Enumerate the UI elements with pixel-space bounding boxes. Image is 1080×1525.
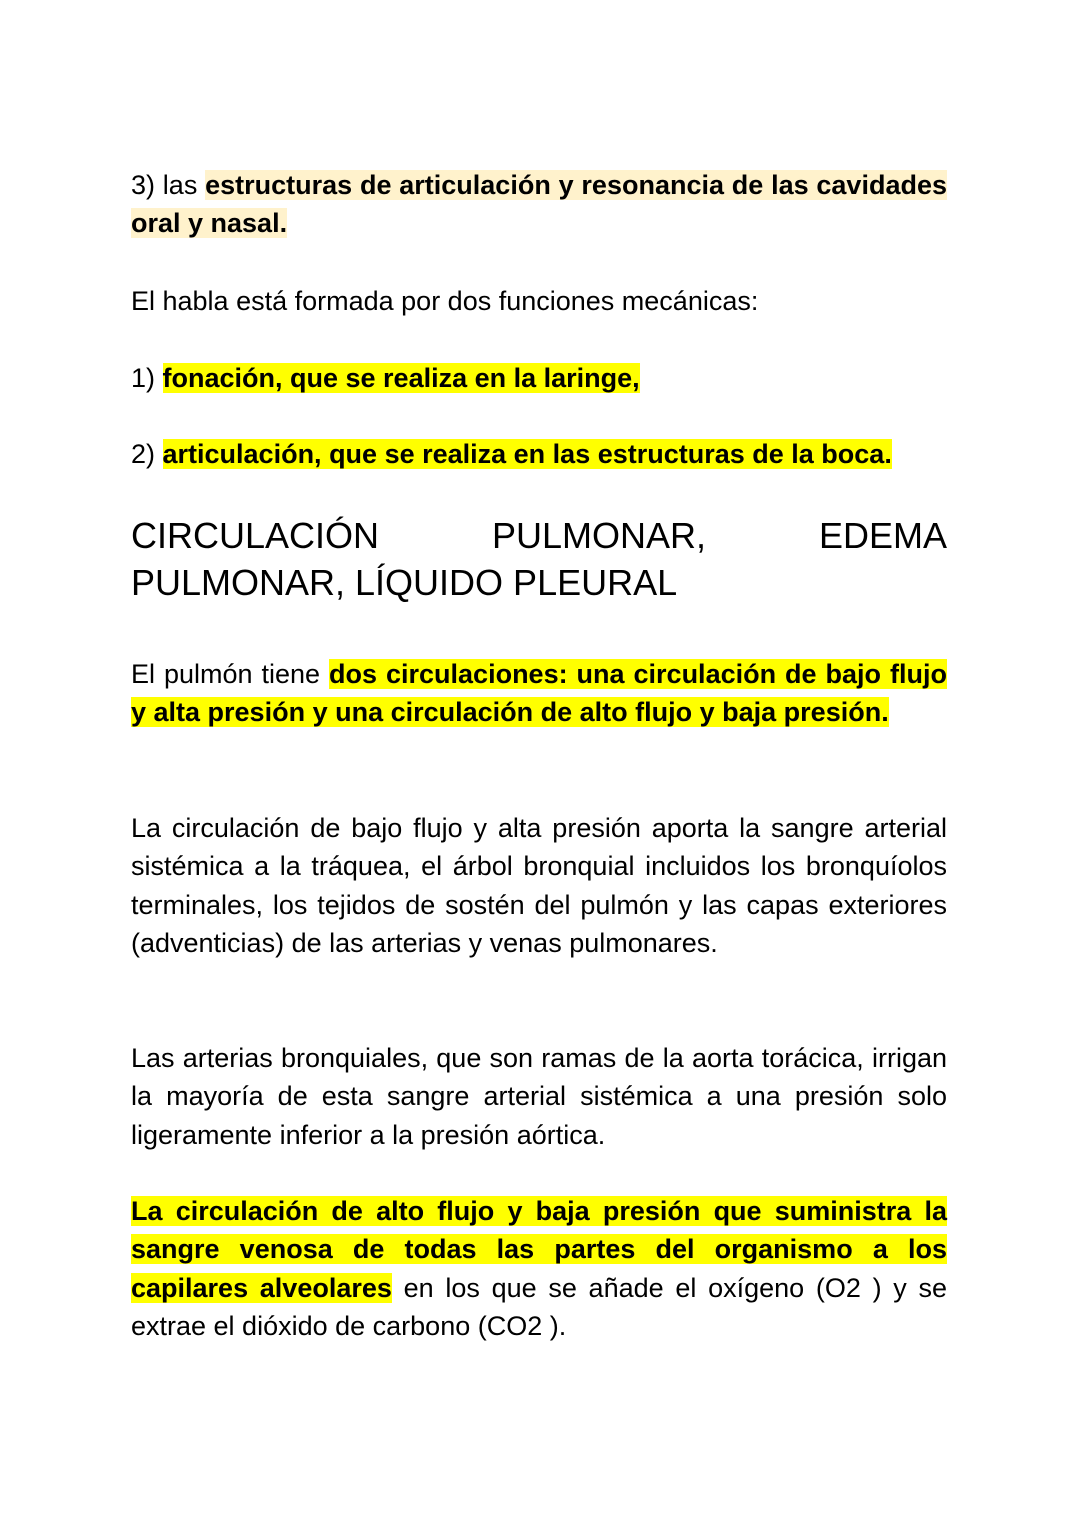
highlighted-text: dos circulaciones: una circulación de bajo flujo y alta presión y una circulación de alto flujo y baja presión. (131, 659, 947, 728)
paragraph-bronchial-arteries: Las arterias bronquiales, que son ramas de la aorta torácica, irrigan la mayoría de esta sangre arterial sistémica a una presión solo ligeramente inferior a la presión aórtica. (131, 1043, 947, 1150)
highlighted-text: La circulación de alto flujo y baja presión que suministra la sangre venosa de todas las partes del organismo a los capilares alveolares (131, 1196, 947, 1303)
list-prefix: 2) (131, 439, 163, 469)
paragraph-articulation-structures (131, 166, 947, 243)
highlighted-text: estructuras de articulación y resonancia de las cavidades oral y nasal. (131, 170, 947, 239)
paragraph-speech-functions-intro: El habla está formada por dos funciones mecánicas: (131, 286, 759, 316)
list-prefix: 1) (131, 363, 163, 393)
plain-text: en los que se añade el oxígeno (O2 ) y se extrae el dióxido de carbono (CO2 ). (131, 1272, 948, 1342)
list-prefix: 3) las (131, 170, 206, 200)
list-item-phonation (131, 359, 947, 397)
paragraph-high-flow-circulation (131, 1192, 947, 1346)
section-heading: CIRCULACIÓN PULMONAR, EDEMA PULMONAR, LÍQUIDO PLEURAL (131, 515, 947, 603)
list-item-articulation (131, 435, 947, 473)
highlighted-text: fonación, que se realiza en la laringe, (162, 363, 640, 393)
paragraph-low-flow-circulation: La circulación de bajo flujo y alta presión aporta la sangre arterial sistémica a la tráquea, el árbol bronquial incluidos los bronquíolos terminales, los tejidos de sostén del pulmón y las capas exteriores (adventicias) de las arterias y venas pulmonares. (131, 813, 947, 959)
paragraph-two-circulations (131, 655, 947, 732)
plain-text: El pulmón tiene (131, 659, 330, 689)
highlighted-text: articulación, que se realiza en las estructuras de la boca. (162, 439, 892, 469)
